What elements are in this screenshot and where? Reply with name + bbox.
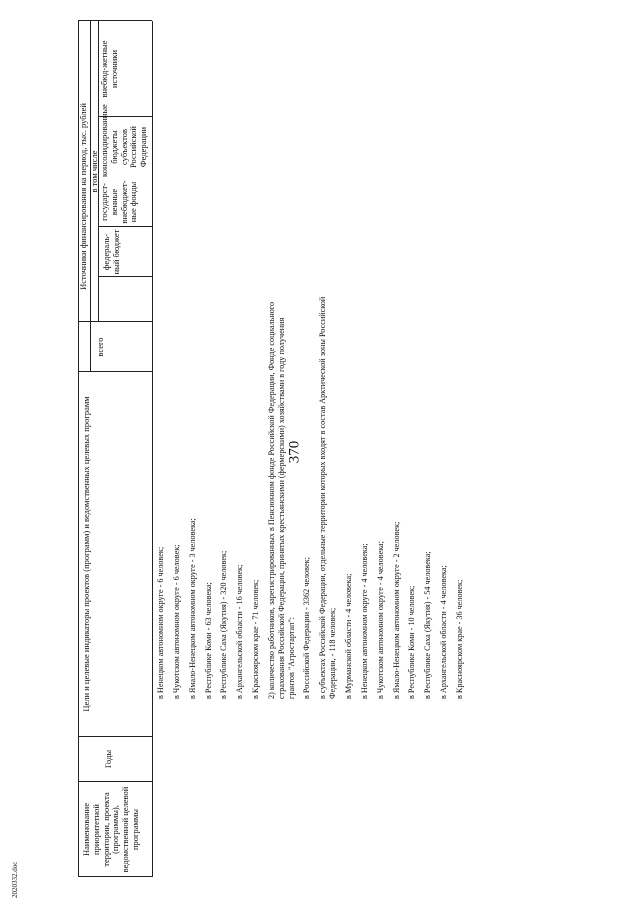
list-item: в Ямало-Ненецком автономном округе - 3 человека; bbox=[187, 518, 197, 699]
list-item: в Красноярском крае - 71 человек; bbox=[251, 579, 261, 699]
footer-filename: 2020332.doc bbox=[11, 861, 19, 898]
list-item: в Республике Коми - 63 человека; bbox=[203, 582, 213, 699]
header-regional: консолидированные бюджеты субъектов Российской Федерации bbox=[99, 104, 149, 177]
header-state-funds: государст-венные внебюджет-ные фонды bbox=[99, 180, 139, 224]
list-item: в Чукотском автономном округе - 6 человек; bbox=[171, 544, 181, 699]
list-item: в Республике Саха (Якутия) - 54 человека; bbox=[423, 551, 433, 699]
header-sources: Источники финансирования на период, тыс. рублей bbox=[78, 103, 88, 290]
page-number: 370 bbox=[286, 440, 303, 464]
header-years: Годы bbox=[103, 749, 113, 769]
header-extrabudget: внебюд-жетные источники bbox=[99, 40, 119, 98]
list-item: в Красноярском крае - 36 человек; bbox=[454, 579, 464, 699]
list-item: в Ямало-Ненецком автономном округе - 2 человек; bbox=[391, 521, 401, 699]
header-name: Наименование приоритетной территории, проекта (программы), ведомственной целевой программы bbox=[81, 786, 140, 873]
list-item: в Мурманской области - 4 человека; bbox=[343, 573, 353, 699]
header-goals: Цели и целевые индикаторы проектов (программ) и ведомственных целевых программ bbox=[81, 396, 91, 712]
list-item: в Ненецком автономном округе - 4 человека; bbox=[359, 543, 369, 699]
list-item: в Ненецком автономном округе - 6 человек; bbox=[156, 546, 165, 699]
list-item: в Чукотском автономном округе - 4 человека; bbox=[375, 541, 385, 699]
header-federal: федераль-ный бюджет bbox=[101, 229, 121, 275]
list-item: 2) количество работников, зарегистрированных в Пенсионном фонде Российской Федерации, Фонде социального страхования Российской Федерации, принятых крестьянскими (фермерскими) хозяйствами в году получения грантов "Агростартап": bbox=[266, 301, 296, 699]
list-item: в Архангельской области - 4 человека; bbox=[439, 565, 449, 699]
list-item: в Республике Саха (Якутия) - 320 человек; bbox=[219, 550, 229, 699]
goals-list bbox=[156, 289, 471, 699]
list-item: в Архангельской области - 16 человек; bbox=[235, 564, 245, 699]
header-in-that-number: в том числе bbox=[89, 150, 99, 193]
list-item: в Российской Федерации - 3362 человек; bbox=[302, 557, 312, 699]
list-item: в Республике Коми - 10 человек; bbox=[407, 585, 417, 699]
header-total: всего bbox=[95, 337, 105, 357]
list-item: в субъектах Российской Федерации, отдельные территории которых входят в состав Арктической зоны Российской Федерации, - 118 человек; bbox=[318, 296, 338, 699]
